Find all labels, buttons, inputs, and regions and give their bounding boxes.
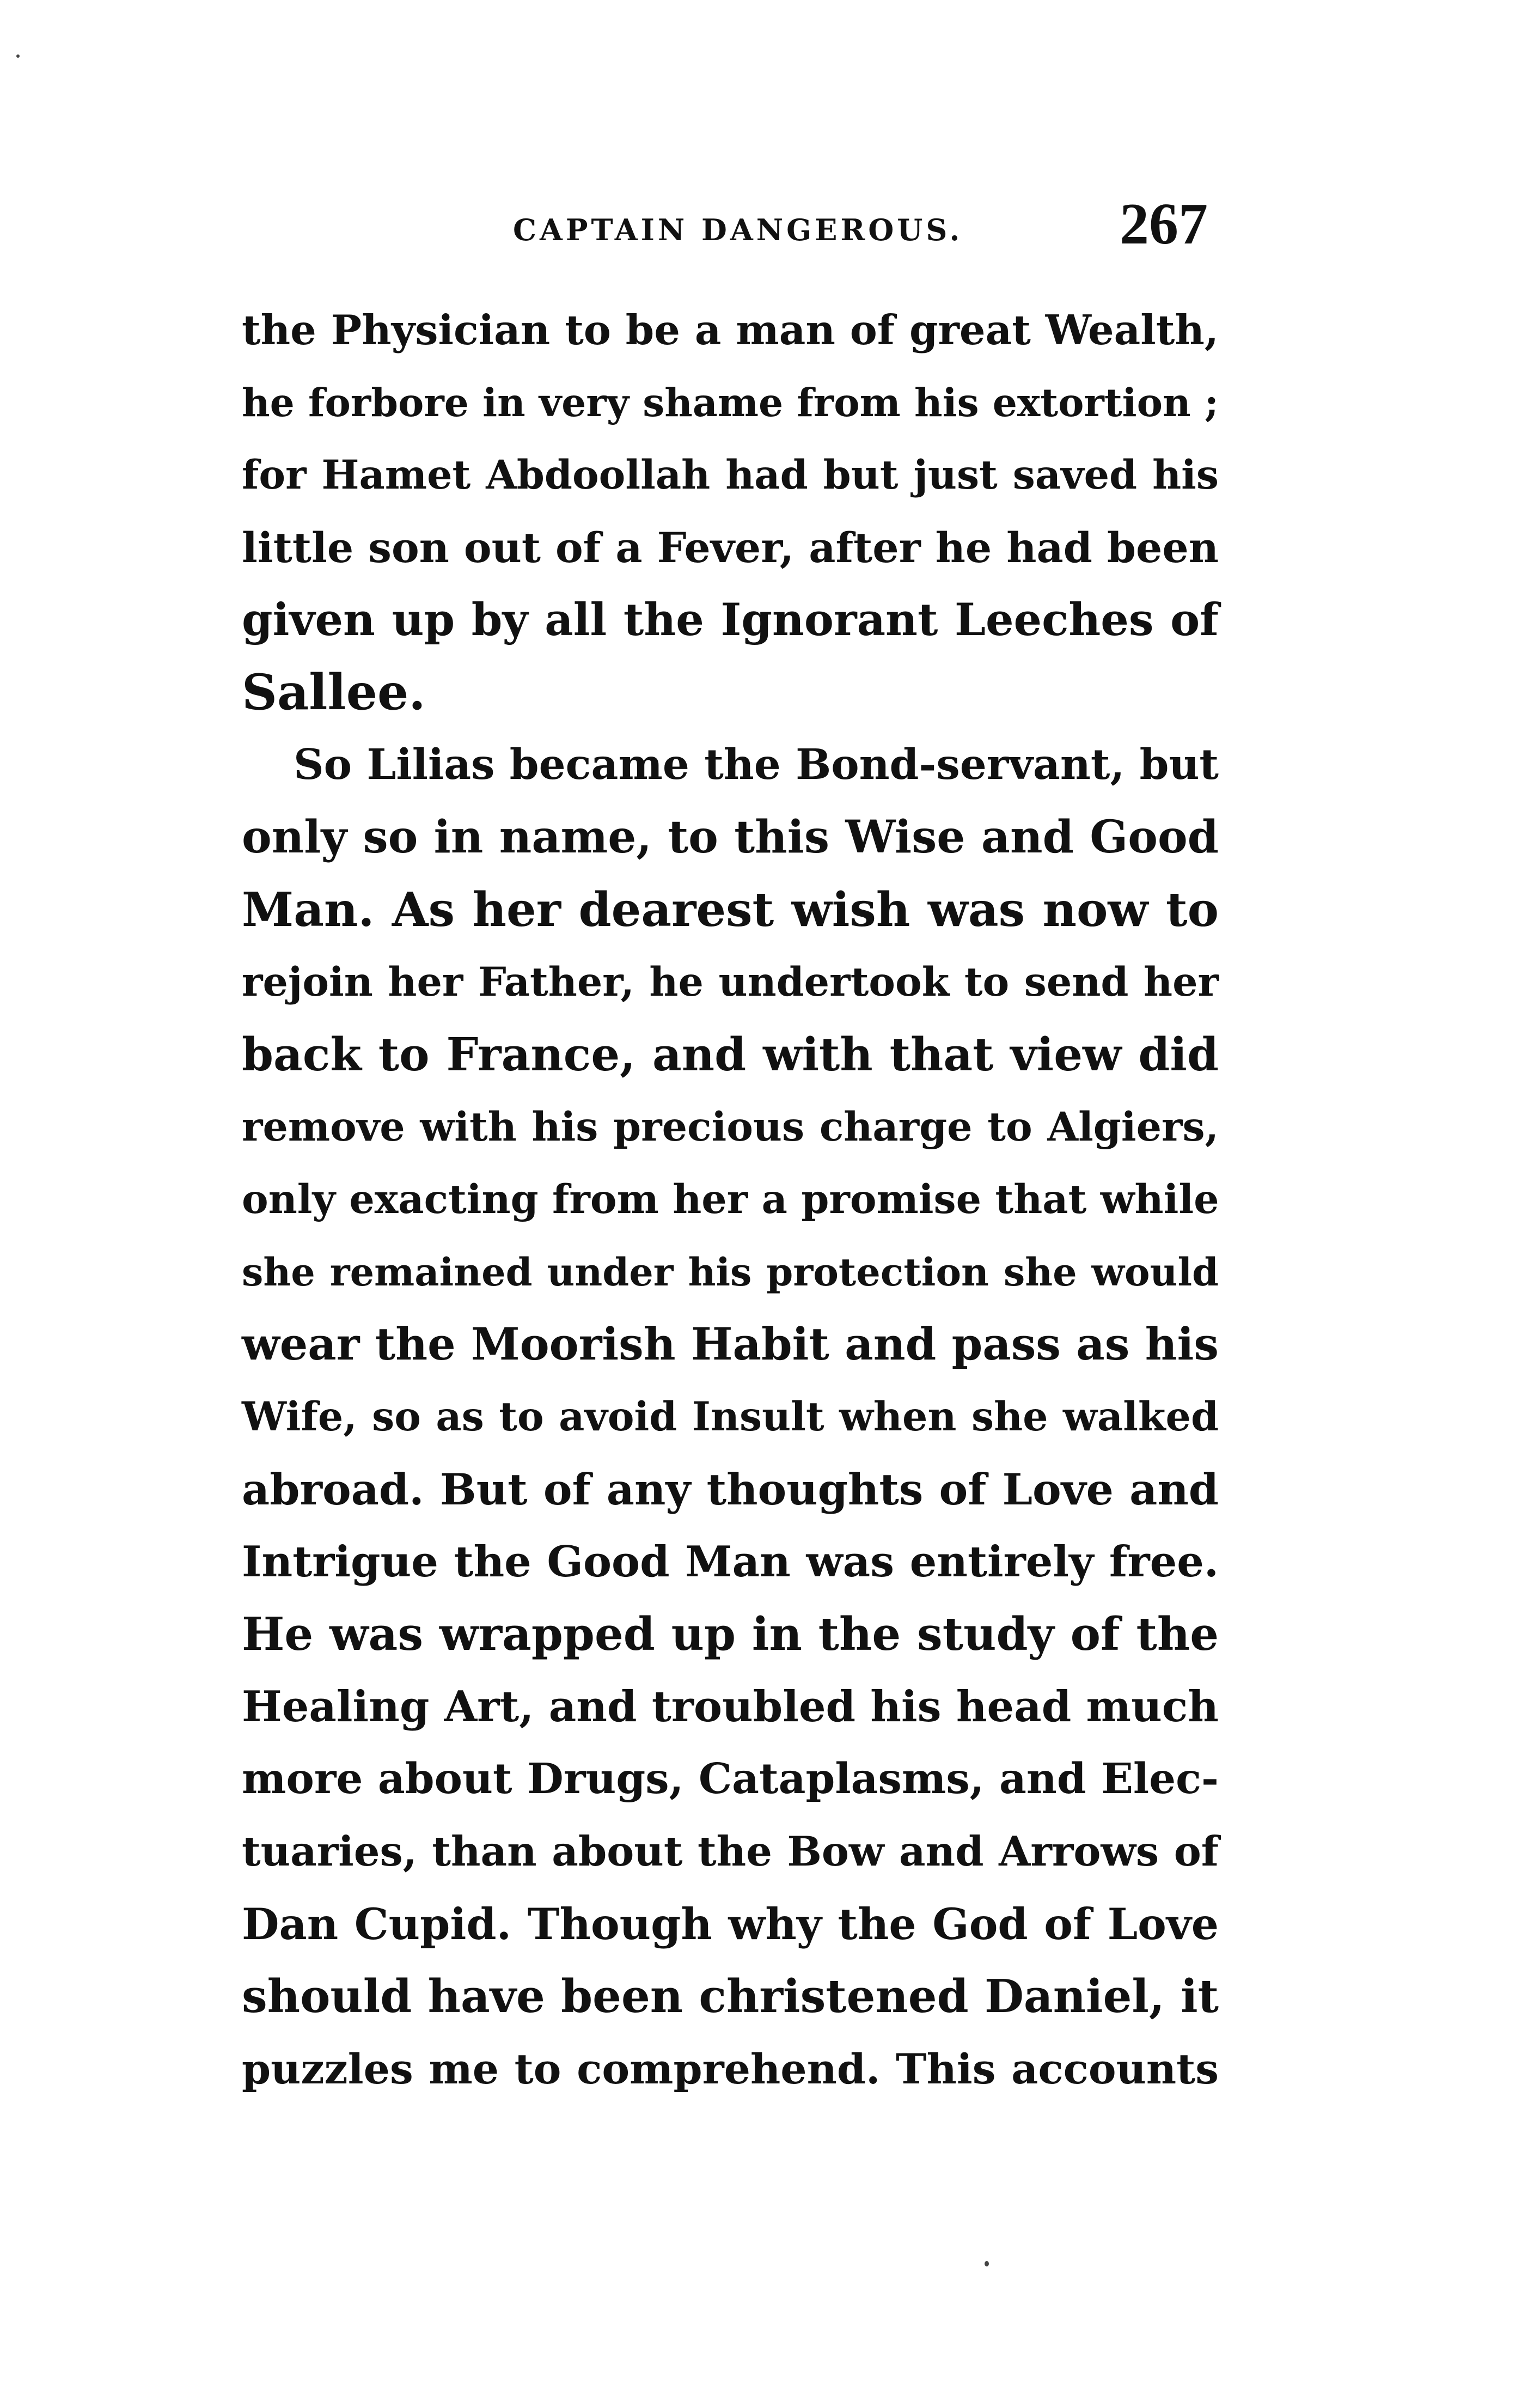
text-line: little son out of a Fever, after he had been bbox=[242, 523, 1219, 572]
text-line: for Hamet Abdoollah had but just saved his bbox=[242, 452, 1219, 498]
text-line: back to France, and with that view did bbox=[242, 1028, 1219, 1081]
text-line: remove with his precious charge to Algiers, bbox=[242, 1104, 1219, 1150]
text-line: Wife, so as to avoid Insult when she walked bbox=[242, 1393, 1219, 1440]
text-line: Healing Art, and troubled his head much bbox=[242, 1682, 1219, 1732]
text-line: Intrigue the Good Man was entirely free. bbox=[242, 1537, 1219, 1587]
running-head bbox=[242, 191, 1219, 267]
print-speck bbox=[16, 54, 20, 58]
text-line: Dan Cupid. Though why the God of Love bbox=[242, 1899, 1219, 1949]
text-line: she remained under his protection she would bbox=[242, 1250, 1219, 1295]
text-line: the Physician to be a man of great Wealth, bbox=[242, 306, 1219, 354]
text-line: only exacting from her a promise that while bbox=[242, 1176, 1219, 1223]
text-line: rejoin her Father, he undertook to send her bbox=[242, 959, 1219, 1005]
text-line: wear the Moorish Habit and pass as his bbox=[242, 1319, 1219, 1370]
print-speck bbox=[985, 2261, 989, 2266]
text-line: Man. As her dearest wish was now to bbox=[242, 882, 1219, 937]
text-line: So Lilias became the Bond-servant, but bbox=[294, 740, 1219, 789]
text-line: he forbore in very shame from his extortion ; bbox=[242, 380, 1219, 425]
text-line: only so in name, to this Wise and Good bbox=[242, 811, 1219, 863]
running-title: CAPTAIN DANGEROUS. bbox=[513, 212, 963, 247]
text-line: should have been christened Daniel, it bbox=[242, 1970, 1219, 2023]
text-line: more about Drugs, Cataplasms, and Elec- bbox=[242, 1754, 1219, 1803]
body-text bbox=[242, 294, 1219, 2105]
text-line: He was wrapped up in the study of the bbox=[242, 1607, 1219, 1661]
text-line: tuaries, than about the Bow and Arrows of bbox=[242, 1827, 1219, 1875]
paragraph-1 bbox=[242, 294, 1219, 729]
page-number: 267 bbox=[1120, 192, 1208, 257]
text-line: puzzles me to comprehend. This accounts bbox=[242, 2045, 1219, 2093]
text-line: abroad. But of any thoughts of Love and bbox=[242, 1464, 1219, 1515]
text-line: Sallee. bbox=[242, 663, 426, 721]
text-line: given up by all the Ignorant Leeches of bbox=[242, 594, 1219, 646]
paragraph-2 bbox=[242, 729, 1219, 2105]
